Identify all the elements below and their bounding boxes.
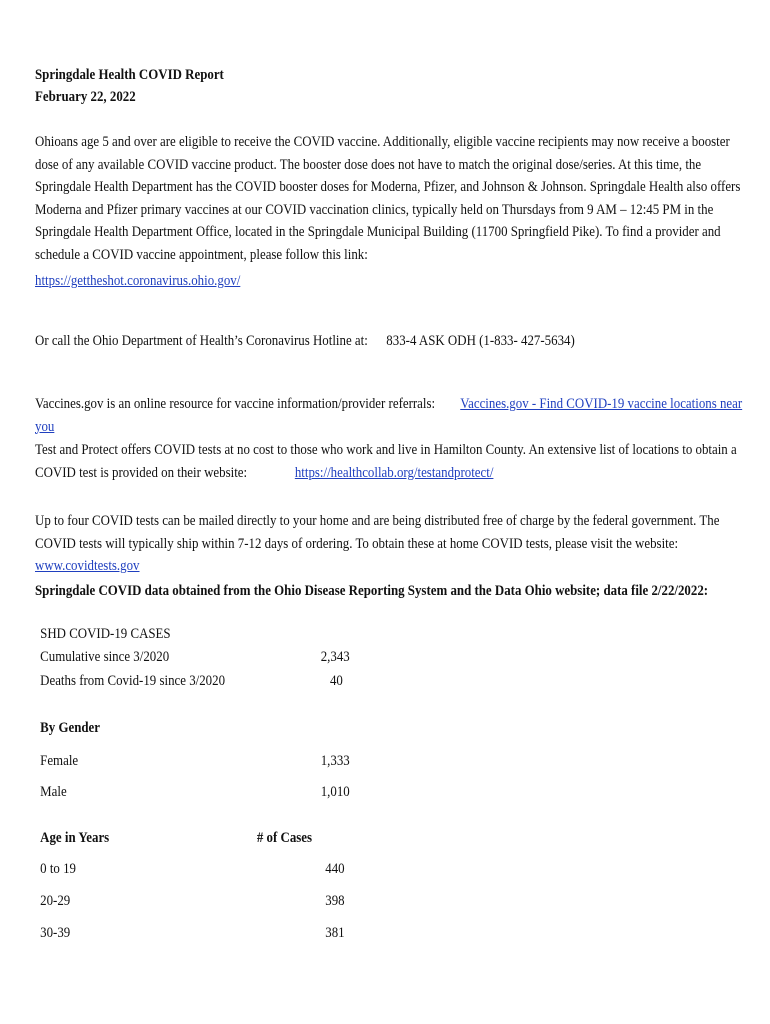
cases-row-value: 2,343 (320, 649, 350, 665)
age-heading: Age in Years (40, 830, 110, 846)
healthcollab-link[interactable]: https://healthcollab.org/testandprotect/ (294, 464, 494, 481)
intro-paragraph (35, 131, 746, 266)
hotline-text: Or call the Ohio Department of Health’s Coronavirus Hotline at: (35, 333, 368, 349)
mail-tests-paragraph (35, 510, 746, 578)
cases-row-label: Cumulative since 3/2020 (40, 649, 170, 665)
gender-heading: By Gender (40, 720, 101, 736)
vaccines-gov-text: Vaccines.gov is an online resource for vaccine information/provider referrals: (35, 396, 436, 412)
cases-heading: SHD COVID-19 CASES (40, 626, 171, 642)
test-protect-text: Test and Protect offers COVID tests at no cost to those who work and live in Hamilton County. An extensive list of locations to obtain a COVID test is provided on their website: (35, 442, 737, 481)
intro-text: Ohioans age 5 and over are eligible to receive the COVID vaccine. Additionally, eligible vaccine recipients may now receive a booster dose of any available COVID vaccine product. The booster dose does not have to match the original dose/series. At this time, the Springdale Health Department has the COVID booster doses for Moderna, Pfizer, and Johnson & Johnson. Springdale Health also offers Moderna and Pfizer primary vaccines at our COVID vaccination clinics, typically held on Thursdays from 9 AM – 12:45 PM in the Springdale Health Department Office, located in the Springdale Municipal Building (11700 Springfield Pike). To find a provider and schedule a COVID vaccine appointment, please follow this link: (35, 134, 741, 263)
age-row-value: 440 (325, 861, 345, 877)
covidtests-link[interactable]: www.covidtests.gov (35, 558, 140, 574)
vaccines-gov-line (35, 393, 746, 438)
mail-tests-text: Up to four COVID tests can be mailed directly to your home and are being distributed free of charge by the federal government. The COVID tests will typically ship within 7-12 days of ordering. To obtain these at home COVID tests, please visit the website: (35, 513, 720, 552)
data-heading: Springdale COVID data obtained from the Ohio Disease Reporting System and the Data Ohio website; data file 2/22/2022: (35, 583, 709, 599)
gender-row-value: 1,333 (320, 753, 350, 769)
hotline-line (35, 330, 575, 353)
gender-row-label: Female (40, 753, 79, 769)
test-protect-paragraph (35, 439, 746, 484)
age-row-label: 0 to 19 (40, 861, 76, 877)
report-date: February 22, 2022 (35, 89, 136, 105)
vaccines-gov-link[interactable]: Vaccines.gov - Find COVID-19 vaccine locations near you (35, 396, 743, 435)
age-count-heading: # of Cases (256, 830, 313, 846)
cases-row-value: 40 (329, 673, 343, 689)
age-row-value: 381 (325, 925, 345, 941)
age-row-label: 20-29 (40, 893, 71, 909)
gender-row-label: Male (40, 784, 67, 800)
gettheshot-link[interactable]: https://gettheshot.coronavirus.ohio.gov/ (35, 273, 241, 289)
cases-row-label: Deaths from Covid-19 since 3/2020 (40, 673, 226, 689)
report-title: Springdale Health COVID Report (35, 67, 224, 83)
age-row-label: 30-39 (40, 925, 71, 941)
hotline-number: 833-4 ASK ODH (1-833- 427-5634) (386, 333, 575, 349)
vaccine-link-line (35, 270, 240, 293)
gender-row-value: 1,010 (320, 784, 350, 800)
age-row-value: 398 (325, 893, 345, 909)
report-header (35, 64, 224, 108)
